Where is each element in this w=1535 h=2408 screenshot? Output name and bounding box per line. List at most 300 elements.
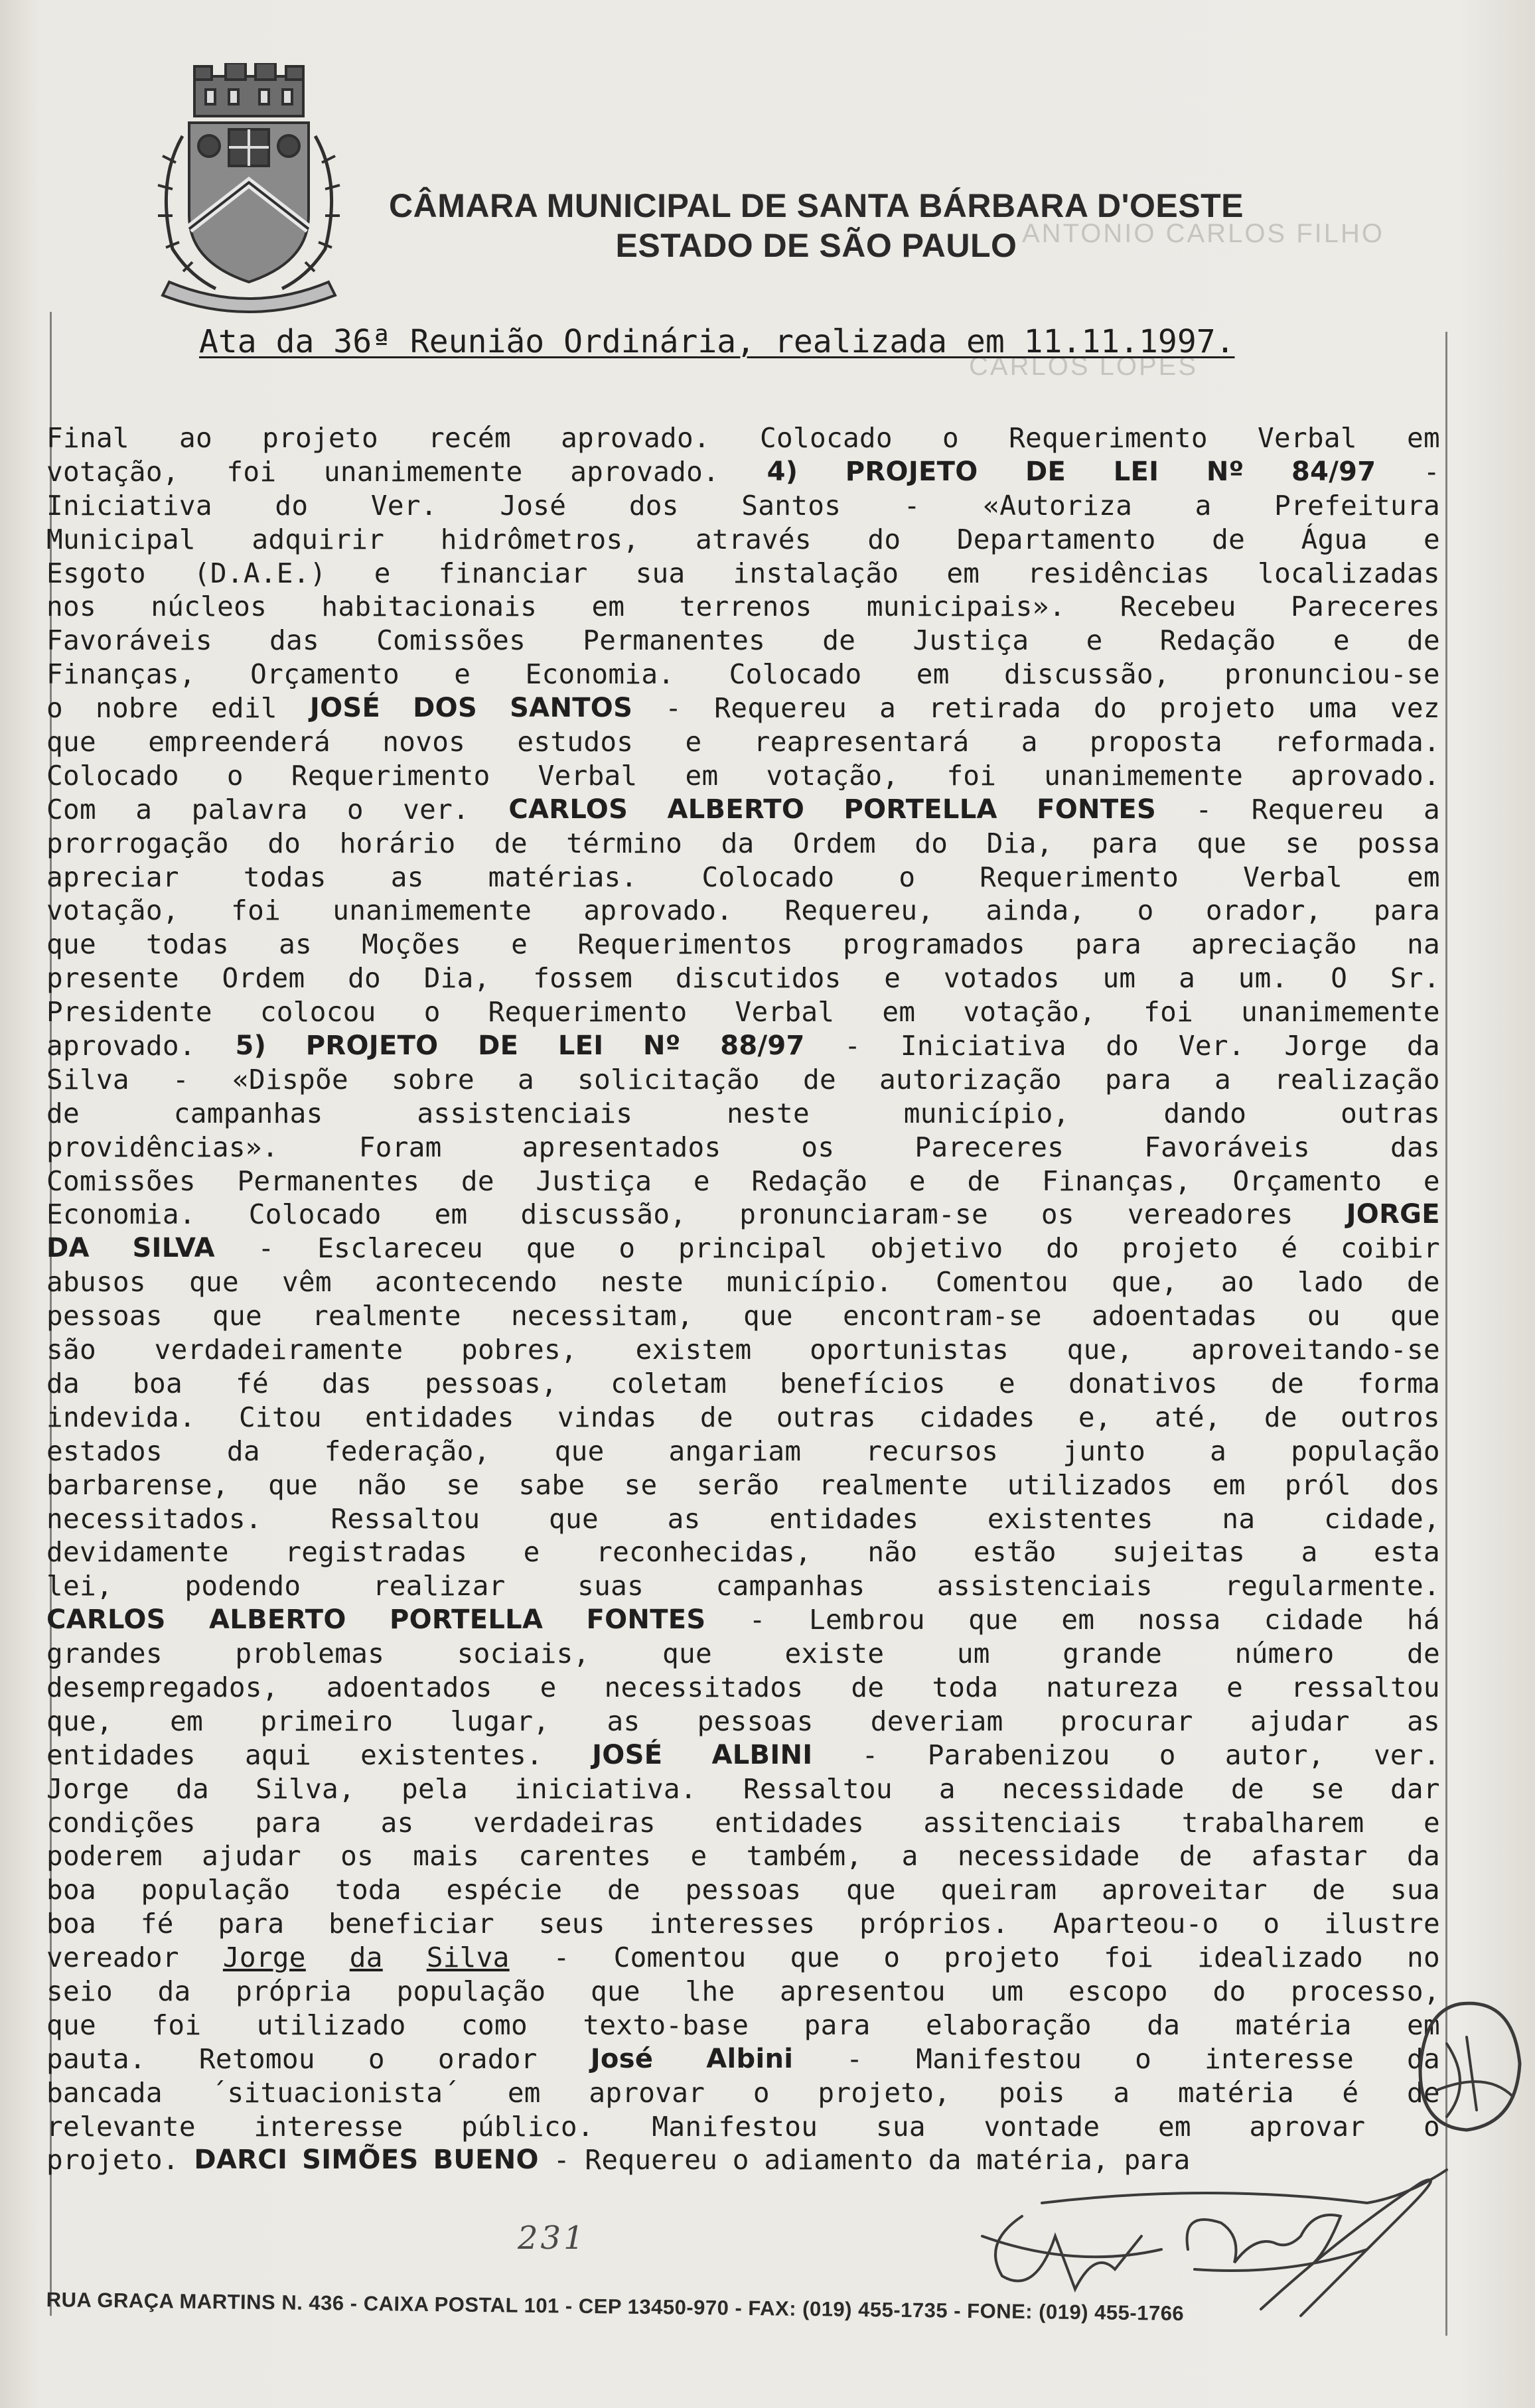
word: unanimemente: [1241, 996, 1440, 1028]
word: e: [884, 962, 901, 995]
word: Jorge: [46, 1772, 129, 1805]
word: Presidente: [46, 996, 212, 1028]
word: Verbal: [1257, 422, 1357, 454]
word: estão: [973, 1536, 1057, 1569]
minutes-line: [46, 1198, 1440, 1232]
word: o: [942, 422, 959, 454]
word: federação,: [324, 1435, 490, 1467]
word: é: [1342, 2076, 1359, 2109]
word: um: [990, 1975, 1024, 2007]
word: terrenos: [679, 591, 812, 623]
word: foi: [946, 759, 997, 792]
word: Jorge: [1284, 1030, 1368, 1062]
word: em: [1157, 2110, 1191, 2143]
word: e: [1424, 523, 1440, 555]
word: fossem: [533, 962, 633, 995]
word: programados: [843, 928, 1025, 961]
speaker-name: DARCI: [194, 2145, 288, 2176]
word: da: [176, 1772, 209, 1805]
word: existentes.: [360, 1738, 543, 1771]
word: texto-base: [583, 2009, 749, 2041]
word: matéria: [1177, 2076, 1294, 2109]
word: do: [867, 523, 901, 555]
word: todas: [146, 928, 229, 961]
word: do: [1046, 1232, 1080, 1265]
word: pról: [1284, 1468, 1351, 1501]
word: objetivo: [870, 1232, 1003, 1265]
word: e: [909, 1165, 926, 1197]
word: votados: [943, 962, 1060, 995]
word: -: [1423, 455, 1440, 488]
minutes-line: [46, 658, 1440, 691]
word: adquirir: [252, 523, 385, 555]
word: do: [1212, 1975, 1246, 2007]
word: da: [1407, 2042, 1440, 2075]
word: devidamente: [46, 1536, 229, 1569]
word: em: [685, 759, 719, 792]
word: adoentados: [326, 1671, 492, 1703]
handwritten-page-number: 231: [518, 2220, 587, 2257]
word: José: [500, 489, 567, 522]
word: ressaltou: [1291, 1671, 1440, 1703]
word: do: [275, 489, 309, 522]
word: através: [695, 523, 812, 555]
word: Ressaltou: [330, 1502, 480, 1535]
word: autor,: [1224, 1738, 1325, 1771]
word: Requerimento: [980, 861, 1179, 893]
word: Esclareceu: [317, 1232, 484, 1265]
word: Retomou: [198, 2042, 315, 2075]
word: Requereu,: [784, 894, 934, 927]
word: Aparteou-o: [1053, 1908, 1219, 1940]
word: Requerimento: [291, 759, 490, 792]
word: Economia.: [525, 658, 675, 691]
word: para: [1075, 928, 1141, 961]
minutes-line: [46, 1907, 1440, 1941]
word: proposta: [1090, 726, 1222, 758]
word: para: [1374, 894, 1440, 927]
word: o: [1137, 894, 1154, 927]
word: Requerimentos: [577, 928, 793, 961]
word: para: [804, 2009, 871, 2041]
word: -: [861, 1738, 879, 1771]
word: se: [624, 1468, 658, 1501]
word: necessidade: [1001, 1772, 1185, 1805]
word: encontram-se: [843, 1300, 1042, 1332]
word: ´situacionista´: [210, 2076, 460, 2109]
word: -: [553, 2144, 570, 2176]
word: recém: [428, 422, 511, 454]
word: realmente: [818, 1468, 968, 1501]
word: Redação: [751, 1165, 868, 1197]
word: se: [446, 1468, 480, 1501]
minutes-line: [46, 827, 1440, 861]
word: um: [1102, 962, 1136, 995]
speaker-name: CARLOS: [46, 1604, 166, 1636]
word: em: [1061, 1604, 1095, 1636]
minutes-line: [46, 1671, 1440, 1705]
underlined-name: Jorge: [222, 1942, 306, 1974]
word: Comissões: [376, 624, 526, 657]
word: Colocado: [248, 1198, 382, 1231]
word: instalação: [733, 557, 899, 589]
word: população: [396, 1975, 546, 2007]
word: autorização: [879, 1063, 1062, 1096]
word: localizadas: [1258, 557, 1440, 589]
word: em: [170, 1705, 204, 1737]
word: que,: [46, 1705, 113, 1737]
word: lugar,: [450, 1705, 550, 1737]
word: Justiça: [536, 1165, 652, 1197]
word: votação,: [46, 894, 179, 927]
word: suas: [577, 1570, 644, 1602]
word: afastar: [1251, 1840, 1368, 1873]
word: Colocado: [701, 861, 835, 893]
minutes-line: [46, 1333, 1440, 1367]
address-footer: RUA GRAÇA MARTINS N. 436 - CAIXA POSTAL 101 - CEP 13450-970 - FAX: (019) 455-1735 - FONE: (019) 455-1766: [46, 2288, 1185, 2325]
word: discussão,: [1004, 658, 1170, 691]
word: do: [267, 827, 301, 859]
word: barbarense,: [46, 1468, 229, 1501]
word: novos: [382, 726, 466, 758]
state-name: ESTADO DE SÃO PAULO: [615, 227, 1017, 264]
word: aprovado.: [583, 894, 733, 927]
word: nossa: [1137, 1604, 1221, 1636]
word: pronunciaram-se: [739, 1198, 988, 1231]
word: município,: [903, 1097, 1070, 1129]
word: Permanentes: [583, 624, 766, 657]
word: que,: [1066, 1334, 1133, 1366]
word: interesse: [1205, 2042, 1354, 2075]
word: dando: [1163, 1097, 1247, 1129]
speaker-name: LEI: [557, 1030, 604, 1062]
minutes-line: [46, 1502, 1440, 1536]
word: entidades: [46, 1738, 196, 1771]
minutes-line: [46, 1535, 1440, 1569]
word: da: [1407, 1840, 1440, 1873]
word: Dia,: [423, 962, 490, 995]
word: de: [1271, 1367, 1304, 1399]
word: aqui: [245, 1738, 311, 1771]
word: dos: [628, 489, 679, 522]
word: de: [1312, 1874, 1346, 1906]
word: poderem: [46, 1840, 163, 1873]
word: trabalharem: [1181, 1806, 1364, 1839]
word: Verbal: [735, 996, 835, 1028]
word: a: [1179, 962, 1196, 995]
word: da: [721, 827, 755, 859]
word: que: [968, 1604, 1019, 1636]
speaker-name: DOS: [413, 693, 478, 724]
word: para: [1104, 1063, 1171, 1096]
word: aprovado.: [561, 422, 710, 454]
word: beneficiar: [329, 1908, 494, 1940]
word: em: [1406, 2009, 1440, 2041]
word: Ver.: [1178, 1030, 1245, 1062]
speaker-name: LEI: [1113, 456, 1159, 487]
word: pauta.: [46, 2042, 146, 2075]
minutes-line: [46, 759, 1440, 793]
word: e: [693, 1165, 710, 1197]
word: condições: [46, 1806, 196, 1839]
speaker-name: DE: [1025, 456, 1066, 487]
word: iniciativa.: [514, 1772, 697, 1805]
word: esta: [1374, 1536, 1440, 1569]
word: registradas: [285, 1536, 468, 1569]
word: pessoas: [46, 1300, 163, 1332]
word: que: [212, 1300, 262, 1332]
word: término: [566, 827, 683, 859]
word: utilizados: [1007, 1468, 1173, 1501]
speaker-name: 5): [235, 1030, 267, 1062]
word: apreciação: [1191, 928, 1357, 961]
word: que: [188, 1266, 239, 1299]
word: ou: [1307, 1300, 1341, 1332]
speaker-name: ALBINI: [711, 1739, 813, 1770]
word: as: [390, 861, 424, 893]
word: interesse: [254, 2110, 403, 2143]
word: mais: [413, 1840, 480, 1873]
minutes-line: [46, 1873, 1440, 1907]
word: vindas: [557, 1401, 657, 1433]
word: para: [218, 1908, 285, 1940]
word: O: [1331, 962, 1348, 995]
word: toda: [334, 1874, 402, 1906]
word: vereador: [46, 1942, 179, 1974]
word: foi: [1143, 996, 1194, 1028]
word: bancada: [46, 2076, 163, 2109]
word: de: [699, 1401, 733, 1433]
word: Colocado: [729, 658, 862, 691]
word: as: [1407, 1705, 1440, 1737]
word: unanimemente: [1044, 759, 1244, 792]
word: -: [553, 1942, 570, 1974]
minutes-line: [46, 1468, 1440, 1502]
word: horário: [339, 827, 456, 859]
word: unanimemente: [332, 894, 532, 927]
speaker-name: Nº: [1206, 456, 1244, 487]
minutes-line: [46, 928, 1440, 961]
word: que: [549, 1502, 599, 1535]
word: o: [346, 793, 364, 825]
word: de: [607, 1874, 640, 1906]
word: providências».: [46, 1131, 279, 1163]
word: ajudar: [1250, 1705, 1350, 1737]
word: como: [461, 2009, 528, 2041]
word: desempregados,: [46, 1671, 279, 1703]
word: em: [591, 591, 625, 623]
word: Requereu: [714, 692, 847, 725]
word: e: [540, 1671, 557, 1703]
minutes-line: [46, 1941, 1440, 1975]
speaker-name: SANTOS: [510, 693, 633, 724]
speaker-name: 88/97: [720, 1030, 805, 1062]
word: na: [1222, 1502, 1256, 1535]
word: municipais».: [866, 591, 1066, 623]
word: e: [999, 1367, 1015, 1399]
word: assistenciais: [936, 1570, 1153, 1602]
word: aprovado.: [46, 1030, 196, 1062]
word: em: [1406, 861, 1440, 893]
signatures-and-rubric-icon: [942, 1984, 1526, 2329]
word: «Autoriza: [983, 489, 1133, 522]
word: a: [1423, 793, 1440, 825]
minutes-title: [199, 322, 1327, 362]
word: boa: [133, 1367, 183, 1399]
word: dar: [1390, 1772, 1440, 1805]
word: que: [1197, 827, 1247, 859]
speaker-name: JOSÉ: [309, 693, 381, 724]
word: grande: [1062, 1638, 1163, 1670]
minutes-line: [46, 995, 1440, 1029]
minutes-line: [46, 725, 1440, 759]
word: núcleos: [151, 591, 267, 623]
word: -: [665, 692, 682, 725]
word: Redação: [1159, 624, 1276, 657]
word: sua: [635, 557, 686, 589]
word: que,: [1111, 1266, 1178, 1299]
word: é: [1281, 1232, 1298, 1265]
word: discutidos: [675, 962, 841, 995]
word: apresentados: [522, 1131, 721, 1163]
word: e,: [1078, 1401, 1112, 1433]
word: problemas: [235, 1638, 385, 1670]
word: pronunciou-se: [1224, 658, 1440, 691]
word: Comentou: [613, 1942, 747, 1974]
word: Ressaltou: [743, 1772, 893, 1805]
word: oportunistas: [810, 1334, 1009, 1366]
minutes-line: [46, 421, 1440, 455]
word: em: [946, 557, 980, 589]
word: sua: [1390, 1874, 1440, 1906]
word: realmente: [312, 1300, 461, 1332]
word: reformada.: [1274, 726, 1440, 758]
word: que: [590, 1975, 640, 2007]
word: realizar: [372, 1570, 506, 1602]
word: lhe: [685, 1975, 735, 2007]
word: Requereu: [1251, 793, 1384, 825]
word: das: [269, 624, 319, 657]
word: Pareceres: [914, 1131, 1064, 1163]
word: projeto: [1159, 692, 1276, 725]
word: Foram: [358, 1131, 442, 1163]
word: de: [1179, 1840, 1212, 1873]
word: a: [938, 1772, 956, 1805]
word: e: [454, 658, 471, 691]
word: estados: [46, 1435, 163, 1467]
word: o: [899, 861, 916, 893]
speaker-name: SIMÕES: [302, 2145, 419, 2176]
word: aprovar: [1249, 2110, 1366, 2143]
word: os: [1041, 1198, 1074, 1231]
word: sua: [875, 2110, 926, 2143]
word: o: [46, 692, 63, 725]
word: da: [1406, 1030, 1440, 1062]
word: unanimemente: [323, 455, 523, 488]
word: a: [879, 692, 897, 725]
word: «Dispõe: [232, 1063, 348, 1096]
word: nos: [46, 591, 96, 623]
word: natureza: [1046, 1671, 1179, 1703]
word: pessoas,: [425, 1367, 558, 1399]
word: (D.A.E.): [193, 557, 327, 589]
word: de: [1230, 1772, 1264, 1805]
word: a: [1214, 1063, 1231, 1096]
speaker-name: PROJETO: [305, 1030, 439, 1062]
word: fé: [140, 1908, 174, 1940]
word: vereadores: [1127, 1198, 1293, 1231]
word: para: [255, 1806, 322, 1839]
word: donativos: [1068, 1367, 1218, 1399]
speaker-name: ALBERTO: [209, 1604, 346, 1636]
word: no: [1407, 1942, 1440, 1974]
word: sobre: [392, 1063, 475, 1096]
word: queiram: [940, 1874, 1057, 1906]
word: de: [461, 1165, 494, 1197]
word: ao: [179, 422, 212, 454]
word: nobre: [96, 692, 179, 725]
word: e: [1226, 1671, 1244, 1703]
word: empreenderá: [148, 726, 331, 758]
word: a: [1210, 1435, 1227, 1467]
word: neste: [727, 1097, 810, 1129]
word: procurar: [1060, 1705, 1193, 1737]
word: e: [1086, 624, 1103, 657]
word: o: [1424, 2110, 1440, 2143]
word: as: [279, 928, 313, 961]
minutes-body: [46, 421, 1440, 2177]
word: cidade: [1264, 1604, 1364, 1636]
word: sociais,: [457, 1638, 590, 1670]
minutes-line: [46, 1232, 1440, 1265]
word: Comentou: [935, 1266, 1068, 1299]
word: orador: [437, 2042, 538, 2075]
minutes-line: [46, 1131, 1440, 1165]
word: em: [434, 1198, 468, 1231]
word: a: [1021, 726, 1038, 758]
word: adiamento: [764, 2144, 914, 2176]
word: espécie: [446, 1874, 563, 1906]
word: em: [1212, 1468, 1246, 1501]
minutes-line: [46, 1738, 1440, 1772]
word: Moções: [362, 928, 462, 961]
word: que: [662, 1638, 712, 1670]
word: sujeitas: [1112, 1536, 1246, 1569]
word: acontecendo: [375, 1266, 557, 1299]
bleed-through-text: CARLOS LOPES: [969, 352, 1199, 381]
speaker-name: 84/97: [1291, 456, 1376, 487]
word: foi: [151, 2009, 202, 2041]
word: boa: [46, 1908, 96, 1940]
word: orador,: [1205, 894, 1322, 927]
word: não: [357, 1468, 407, 1501]
minutes-line: [46, 1265, 1440, 1299]
word: do: [914, 827, 948, 859]
word: que: [268, 1468, 318, 1501]
word: público.: [461, 2110, 594, 2143]
word: estudos: [517, 726, 634, 758]
minutes-line: [46, 1603, 1440, 1637]
word: -: [846, 2042, 863, 2075]
word: aprovado.: [570, 455, 720, 488]
word: Requereu: [585, 2144, 718, 2176]
word: que: [46, 726, 96, 758]
word: Economia.: [46, 1198, 196, 1231]
word: de: [851, 1671, 885, 1703]
word: coletam: [611, 1367, 727, 1399]
word: lado: [1297, 1266, 1364, 1299]
word: existentes: [987, 1502, 1153, 1535]
